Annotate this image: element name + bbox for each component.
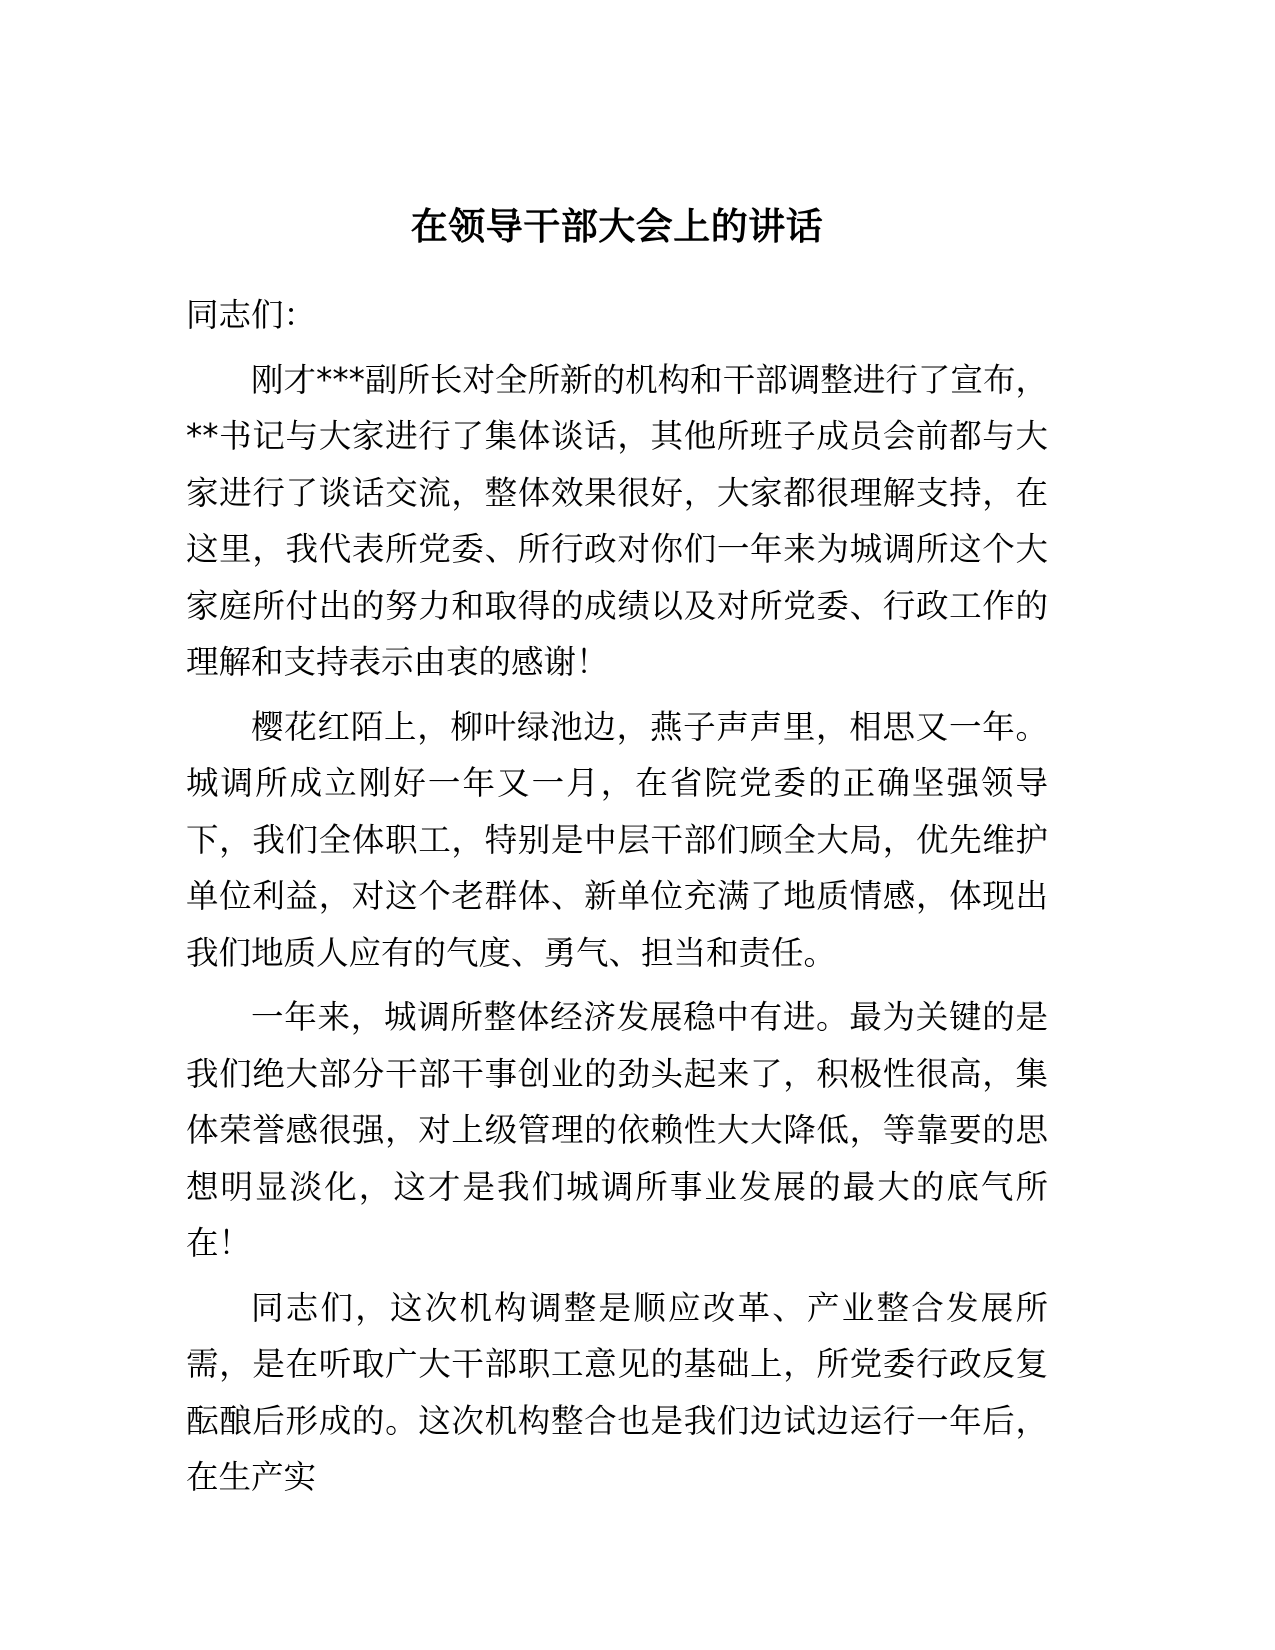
- body-paragraph-4: 同志们，这次机构调整是顺应改革、产业整合发展所需，是在听取广大干部职工意见的基础上，所党委行政反复酝酿后形成的。这次机构整合也是我们边试边运行一年后，在生产实: [186, 1288, 1048, 1496]
- body-paragraph-1: 刚才***副所长对全所新的机构和干部调整进行了宣布，**书记与大家进行了集体谈话，其他所班子成员会前都与大家进行了谈话交流，整体效果很好，大家都很理解支持，在这里，我代表所党委、所行政对你们一年来为城调所这个大家庭所付出的努力和取得的成绩以及对所党委、行政工作的理解和支持表示由衷的感谢！: [186, 360, 1048, 681]
- body-paragraph-3: 一年来，城调所整体经济发展稳中有进。最为关键的是我们绝大部分干部干事创业的劲头起来了，积极性很高，集体荣誉感很强，对上级管理的依赖性大大降低，等靠要的思想明显淡化，这才是我们城调所事业发展的最大的底气所在！: [186, 998, 1048, 1262]
- document-body: [186, 0, 1048, 1506]
- salutation: 同志们：: [186, 296, 317, 334]
- page-title: 在领导干部大会上的讲话: [410, 205, 824, 248]
- body-paragraph-2: 樱花红陌上，柳叶绿池边，燕子声声里，相思又一年。城调所成立刚好一年又一月，在省院党委的正确坚强领导下，我们全体职工，特别是中层干部们顾全大局，优先维护单位利益，对这个老群体、新单位充满了地质情感，体现出我们地质人应有的气度、勇气、担当和责任。: [186, 707, 1048, 972]
